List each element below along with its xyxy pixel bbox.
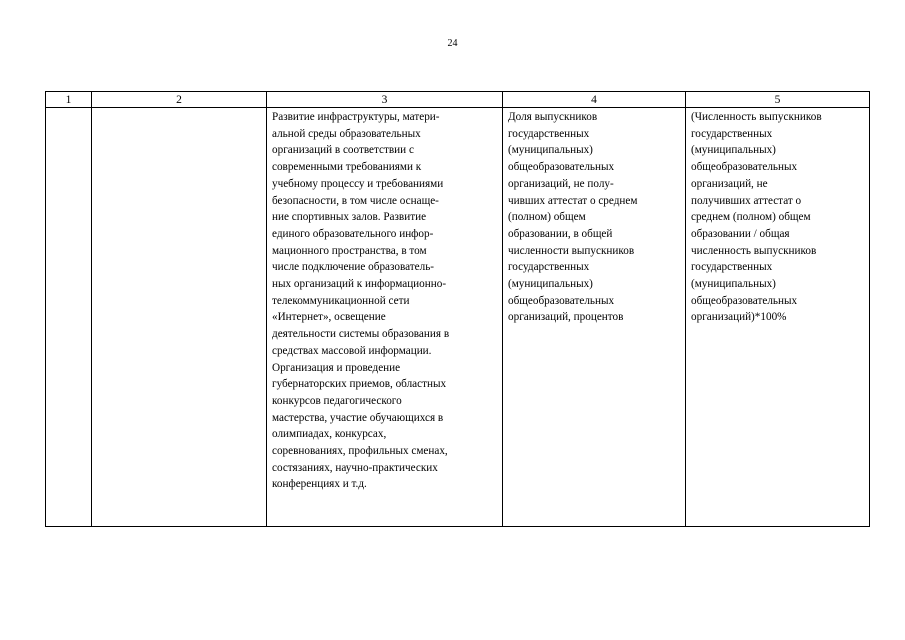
- activities-text: Развитие инфраструктуры, матери- альной среды образовательных организаций в соответствии с современными требованиями к учебному процессу и требованиями безопасности, в том числе оснаще- ние спортивных залов. Развитие единого образовательного инфор- мационного пространства, в том числе подключение образователь- ных организаций к информационно- телекоммуникационной сети «Интернет», освещение деятельности системы образования в средствах массовой информации. Организация и проведение губернаторских приемов, областных конкурсов педагогического мастерства, участие обучающихся в олимпиадах, конкурсах, соревнованиях, профильных сменах, состязаниях, научно-практических конференциях и т.д.: [272, 111, 450, 491]
- table-header-row: [46, 92, 870, 108]
- column-header-3: 3: [267, 92, 503, 108]
- column-header-2: 2: [92, 92, 267, 108]
- table-cell-indicator: [503, 108, 686, 527]
- table-cell-col2: [92, 108, 267, 527]
- indicator-text: Доля выпускников государственных (муниципальных) общеобразовательных организаций, не полу- чивших аттестат о среднем (полном) общем образовании, в общей численности выпускников государственных (муниципальных) общеобразовательных организаций, процентов: [508, 111, 638, 324]
- table-cell-activities: [267, 108, 503, 527]
- page-number: 24: [447, 38, 458, 49]
- column-header-1: 1: [46, 92, 92, 108]
- column-header-4: 4: [503, 92, 686, 108]
- table-cell-formula: [686, 108, 870, 527]
- data-table: [45, 91, 870, 527]
- table-row: [46, 108, 870, 527]
- formula-text: (Численность выпускников государственных (муниципальных) общеобразовательных организаций, не получивших аттестат о среднем (полном) общем образовании / общая численность выпускников государственных (муниципальных) общеобразовательных организаций)*100%: [691, 111, 822, 324]
- table-cell-col1: [46, 108, 92, 527]
- column-header-5: 5: [686, 92, 870, 108]
